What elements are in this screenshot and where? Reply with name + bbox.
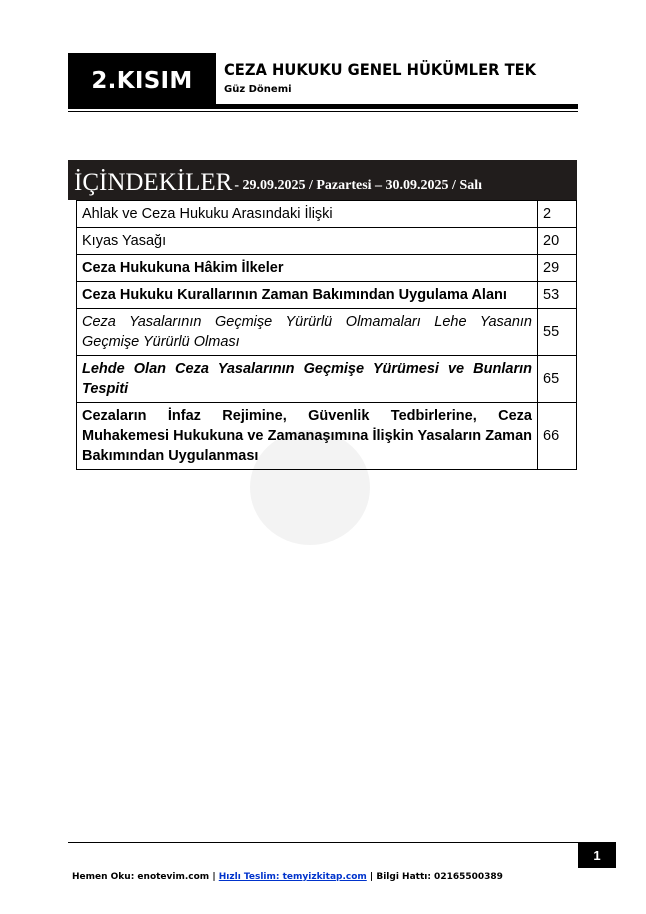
header-rule-thin bbox=[68, 111, 578, 112]
toc-row-title[interactable]: Ceza Yasalarının Geçmişe Yürürlü Olmamaları Lehe Yasanın Geçmişe Yürürlü Olması bbox=[77, 309, 538, 356]
toc-row-page[interactable]: 65 bbox=[538, 356, 577, 403]
toc-row-page[interactable]: 53 bbox=[538, 282, 577, 309]
toc-row[interactable] bbox=[77, 356, 577, 403]
toc-row-page[interactable]: 66 bbox=[538, 403, 577, 470]
footer-hotline: Bilgi Hattı: 02165500389 bbox=[376, 872, 503, 882]
toc-row-page[interactable]: 20 bbox=[538, 228, 577, 255]
toc-row[interactable] bbox=[77, 228, 577, 255]
toc-row-title[interactable]: Cezaların İnfaz Rejimine, Güvenlik Tedbirlerine, Ceza Muhakemesi Hukukuna ve Zamanaşımına İlişkin Yasaların Zaman Bakımından Uygulanması bbox=[77, 403, 538, 470]
toc-dates: - 29.09.2025 / Pazartesi – 30.09.2025 / Salı bbox=[234, 178, 483, 193]
toc-row-title[interactable]: Ahlak ve Ceza Hukuku Arasındaki İlişki bbox=[77, 201, 538, 228]
toc-row-title[interactable]: Lehde Olan Ceza Yasalarının Geçmişe Yürümesi ve Bunların Tespiti bbox=[77, 356, 538, 403]
toc-row-page[interactable]: 2 bbox=[538, 201, 577, 228]
toc-row[interactable] bbox=[77, 255, 577, 282]
toc-row-title[interactable]: Ceza Hukukuna Hâkim İlkeler bbox=[77, 255, 538, 282]
page-number-box bbox=[578, 842, 616, 868]
footer-read-label: Hemen Oku: enotevim.com bbox=[72, 872, 210, 882]
toc-row[interactable] bbox=[77, 309, 577, 356]
toc-row[interactable] bbox=[77, 201, 577, 228]
toc-heading: İÇİNDEKİLER bbox=[74, 169, 233, 196]
toc-row-title[interactable]: Ceza Hukuku Kurallarının Zaman Bakımından Uygulama Alanı bbox=[77, 282, 538, 309]
page-number: 1 bbox=[593, 847, 601, 863]
toc-table bbox=[76, 200, 577, 470]
document-title: CEZA HUKUKU GENEL HÜKÜMLER TEK bbox=[224, 60, 537, 79]
part-label: 2.KISIM bbox=[91, 68, 193, 94]
part-label-box bbox=[68, 53, 216, 109]
toc-header bbox=[68, 160, 577, 200]
toc-row-page[interactable]: 29 bbox=[538, 255, 577, 282]
document-subtitle: Güz Dönemi bbox=[224, 84, 292, 95]
toc-row[interactable] bbox=[77, 403, 577, 470]
header-rule-thick bbox=[216, 104, 578, 109]
footer-separator: | bbox=[209, 872, 219, 882]
toc-row-page[interactable]: 55 bbox=[538, 309, 577, 356]
toc-row-title[interactable]: Kıyas Yasağı bbox=[77, 228, 538, 255]
footer-line bbox=[72, 872, 503, 882]
toc-row[interactable] bbox=[77, 282, 577, 309]
footer-separator: | bbox=[366, 872, 377, 882]
footer-rule bbox=[68, 842, 578, 843]
footer-delivery-link[interactable]: Hızlı Teslim: temyizkitap.com bbox=[218, 872, 367, 882]
